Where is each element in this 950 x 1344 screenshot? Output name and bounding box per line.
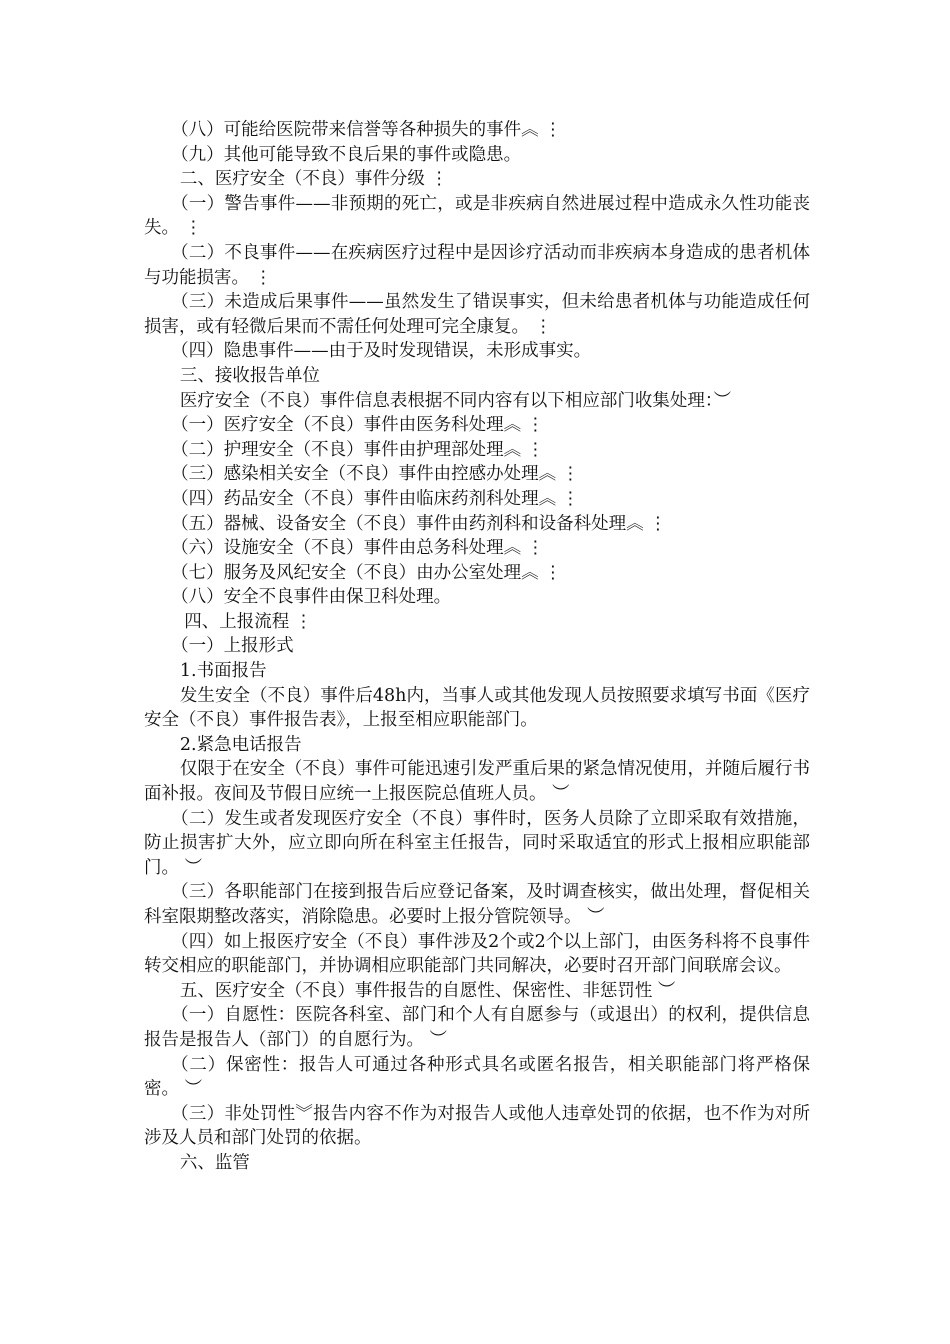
paragraph: （八）可能给医院带来信誉等各种损失的事件︽ ⋮ [171, 120, 562, 140]
paragraph: （三）各职能部门在接到报告后应登记备案，及时调查核实，做出处理，督促相关科室限期整改落实，消除隐患。必要时上报分管院领导。 ︶ [144, 882, 810, 927]
paragraph: （三）非处罚性︾报告内容不作为对报告人或他人违章处罚的依据，也不作为对所涉及人员和部门处罚的依据。 [144, 1103, 810, 1149]
paragraph: 医疗安全（不良）事件信息表根据不同内容有以下相应部门收集处理：︶ [179, 390, 732, 411]
paragraph: 发生安全（不良）事件后48h内，当事人或其他发现人员按照要求填写书面《医疗安全（不良）事件报告表》，上报至相应职能部门。 [144, 685, 810, 731]
paragraph: （四）如上报医疗安全（不良）事件涉及2个或2个以上部门，由医务科将不良事件转交相应的职能部门，并协调相应职能部门共同解决，必要时召开部门间联席会议。 [144, 931, 810, 977]
paragraph: （五）器械、设备安全（不良）事件由药剂科和设备科处理︽ ⋮ [171, 513, 667, 534]
paragraph: （九）其他可能导致不良后果的事件或隐患。 [171, 144, 522, 165]
document-body [144, 118, 810, 1176]
paragraph: （六）设施安全（不良）事件由总务科处理︽ ⋮ [171, 538, 545, 559]
paragraph: （七）服务及风纪安全（不良）由办公室处理︽ ⋮ [171, 562, 562, 583]
section-heading: 六、监管 [179, 1152, 250, 1173]
paragraph: （二）不良事件——在疾病医疗过程中是因诊疗活动而非疾病本身造成的患者机体与功能损害。 ⋮ [144, 242, 810, 288]
paragraph: （二）发生或者发现医疗安全（不良）事件时，医务人员除了立即采取有效措施，防止损害扩大外，应立即向所在科室主任报告，同时采取适宜的形式上报相应职能部门。 ︶ [144, 808, 810, 878]
paragraph: （一）医疗安全（不良）事件由医务科处理︽ ⋮ [171, 415, 545, 436]
paragraph: （一）上报形式 [171, 636, 294, 657]
section-heading: 二、医疗安全（不良）事件分级 ⋮ [179, 169, 448, 190]
paragraph: （三）感染相关安全（不良）事件由控感办处理︽ ⋮ [171, 464, 580, 485]
paragraph: （四）药品安全（不良）事件由临床药剂科处理︽ ⋮ [171, 488, 580, 509]
section-heading: 三、接收报告单位 [179, 365, 320, 386]
section-heading: 四、上报流程 ⋮ [184, 611, 313, 632]
paragraph: （一）自愿性：医院各科室、部门和个人有自愿参与（或退出）的权利，提供信息报告是报告人（部门）的自愿行为。 ︶ [144, 1005, 810, 1050]
paragraph: （三）未造成后果事件——虽然发生了错误事实，但未给患者机体与功能造成任何损害，或有轻微后果而不需任何处理可完全康复。 ⋮ [144, 292, 810, 337]
section-heading: 五、医疗安全（不良）事件报告的自愿性、保密性、非惩罚性 ︶ [179, 980, 676, 1001]
paragraph: （四）隐患事件——由于及时发现错误，未形成事实。 [171, 341, 592, 362]
paragraph: （二）保密性：报告人可通过各种形式具名或匿名报告，相关职能部门将严格保密。 ︶ [144, 1054, 810, 1100]
paragraph: （一）警告事件——非预期的死亡，或是非疾病自然进展过程中造成永久性功能丧失。 ⋮ [144, 193, 810, 239]
paragraph: 仅限于在安全（不良）事件可能迅速引发严重后果的紧急情况使用，并随后履行书面补报。夜间及节假日应统一上报医院总值班人员。 ︶ [144, 759, 810, 805]
paragraph: 1.书面报告 [179, 661, 267, 682]
paragraph: （二）护理安全（不良）事件由护理部处理︽ ⋮ [171, 439, 545, 460]
paragraph: 2.紧急电话报告 [179, 734, 302, 755]
paragraph: （八）安全不良事件由保卫科处理。 [171, 587, 452, 608]
